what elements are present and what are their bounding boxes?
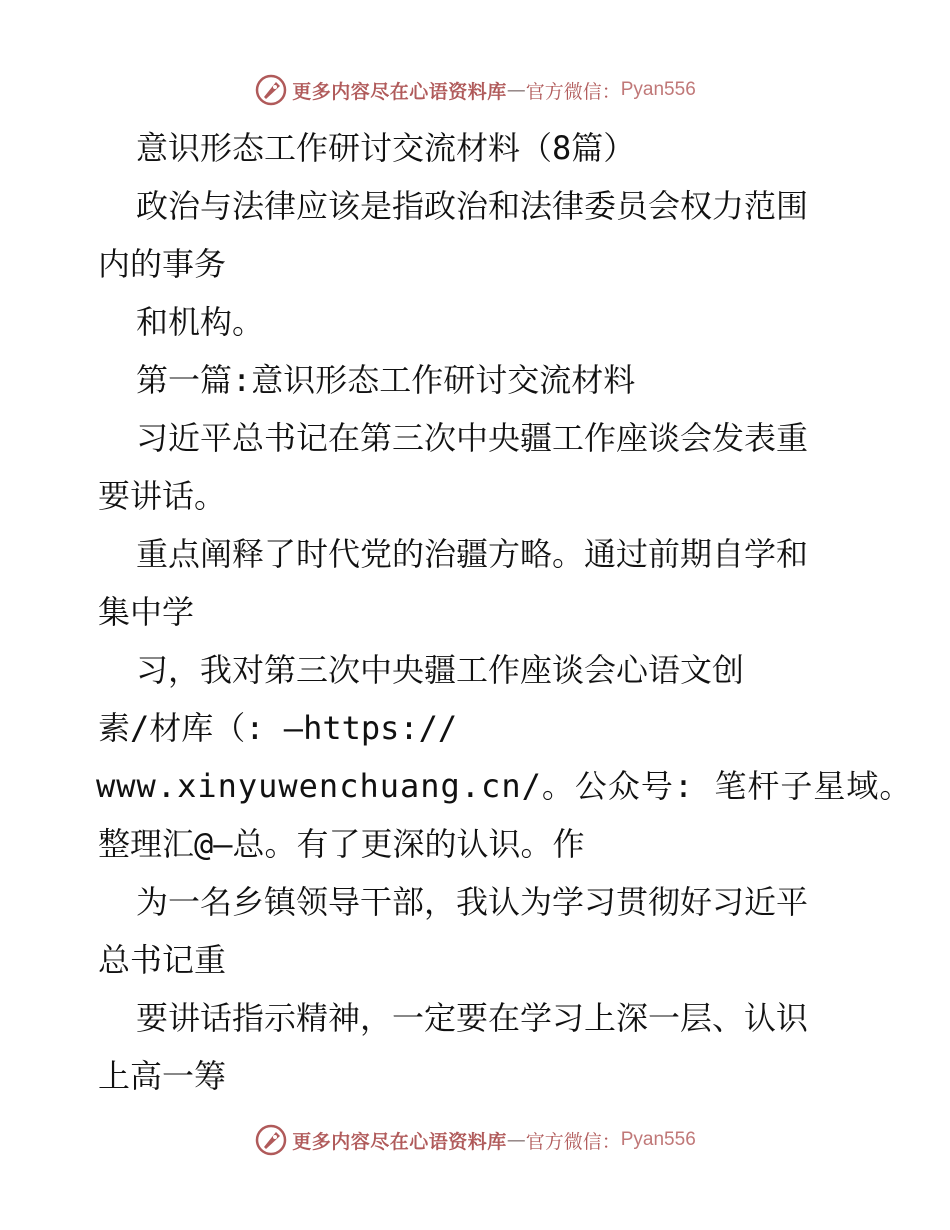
header-separator: — — [506, 79, 526, 101]
paragraph-line: www.xinyuwenchuang.cn/。公众号: 笔杆子星域。 — [96, 767, 913, 805]
paragraph-line: 上高一筹 — [98, 1057, 227, 1095]
header-banner — [0, 70, 950, 110]
header-wechat-id: Pyan556 — [620, 79, 696, 100]
header-main-text: 更多内容尽在心语资料库 — [292, 80, 507, 103]
header-wechat-label: 官方微信： — [525, 80, 621, 103]
document-body — [96, 119, 913, 1105]
footer-wechat-id: Pyan556 — [620, 1129, 696, 1150]
footer-main-text: 更多内容尽在心语资料库 — [292, 1130, 507, 1153]
paragraph-line: 和机构。 — [136, 303, 265, 341]
footer-wechat-label: 官方微信： — [525, 1130, 621, 1153]
paragraph-line: 习近平总书记在第三次中央疆工作座谈会发表重 — [136, 419, 809, 457]
paragraph-line: 集中学 — [98, 593, 195, 631]
paragraph-line: 要讲话指示精神，一定要在学习上深一层、认识 — [136, 999, 809, 1037]
section-heading: 第一篇:意识形态工作研讨交流材料 — [136, 361, 636, 399]
paragraph-line: 素/材库（: —https:// — [98, 709, 458, 747]
paragraph-line: 要讲话。 — [98, 477, 227, 515]
paragraph-line: 为一名乡镇领导干部，我认为学习贯彻好习近平 — [136, 883, 809, 921]
footer-separator: — — [506, 1129, 526, 1151]
pen-nib-badge-icon — [254, 1123, 288, 1157]
paragraph-line: 习，我对第三次中央疆工作座谈会心语文创 — [136, 651, 745, 689]
paragraph-line: 整理汇@—总。有了更深的认识。作 — [98, 825, 585, 863]
paragraph-line: 总书记重 — [98, 941, 227, 979]
paragraph-line: 政治与法律应该是指政治和法律委员会权力范围 — [136, 187, 809, 225]
document-title: 意识形态工作研讨交流材料（8篇） — [136, 129, 636, 167]
paragraph-line: 重点阐释了时代党的治疆方略。通过前期自学和 — [136, 535, 809, 573]
footer-banner — [0, 1120, 950, 1160]
paragraph-line: 内的事务 — [98, 245, 227, 283]
pen-nib-badge-icon — [254, 73, 288, 107]
